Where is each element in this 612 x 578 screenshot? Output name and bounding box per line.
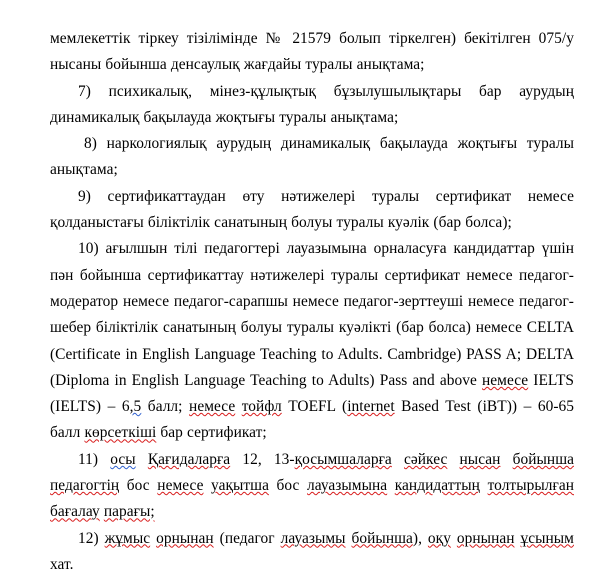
spellcheck-misspelling-run[interactable]: тойфл <box>241 398 282 416</box>
spellcheck-misspelling-run[interactable]: немесе <box>157 477 204 495</box>
spellcheck-misspelling-run[interactable]: internet <box>347 398 395 416</box>
text-run: балл; <box>141 398 190 416</box>
spellcheck-misspelling-run[interactable]: ұсыным <box>520 529 574 547</box>
spellcheck-misspelling-run[interactable]: орнынан <box>456 529 515 547</box>
paragraph-para-9 <box>50 184 574 237</box>
text-run: 7) психикалық, мінез-құлықтық бұзылушылықтары бар аурудың динамикалық бақылауда жоқтығы туралы анықтама; <box>50 82 574 126</box>
text-run: (педагог <box>213 529 281 547</box>
spellcheck-misspelling-run[interactable]: орнынан <box>156 529 214 547</box>
spellcheck-misspelling-run[interactable]: көрсеткіші <box>84 424 157 442</box>
spellcheck-misspelling-run[interactable]: уақытша <box>211 477 269 495</box>
text-run: Based Test (iBT)) – 60-65 балл <box>50 398 574 442</box>
spellcheck-misspelling-run[interactable]: сәйкес <box>404 450 448 468</box>
spellcheck-misspelling-run[interactable]: бағалау <box>50 503 100 521</box>
text-run <box>387 477 395 494</box>
text-run: 12, 13- <box>230 450 295 468</box>
text-run <box>136 451 148 468</box>
spellcheck-misspelling-run[interactable]: парағы; <box>103 503 155 521</box>
spellcheck-grammar-run[interactable]: ,5 <box>129 398 142 416</box>
text-run: IELTS (IELTS) – 6 <box>50 371 575 416</box>
text-run: бар сертификат; <box>156 424 267 442</box>
spellcheck-misspelling-run[interactable]: немесе <box>482 371 529 389</box>
spellcheck-misspelling-run[interactable]: лауазымы <box>280 529 346 547</box>
paragraph-para-8 <box>50 131 574 184</box>
spellcheck-misspelling-run[interactable]: педагогтің <box>50 477 120 495</box>
text-run: бос <box>119 477 158 495</box>
text-run <box>447 451 459 468</box>
spellcheck-misspelling-run[interactable]: бойынша <box>512 450 574 468</box>
paragraph-para-continuation <box>50 26 574 79</box>
text-run: 10) ағылшын тілі педагогтері лауазымына орналасуға кандидаттар үшін пән бойынша сертификаттау нәтижелері туралы сертификат немесе педагог-модератор немесе педагог-сарапшы немесе педагог-зерттеуші немесе педагог-шебер біліктілік санатының болуы туралы куәлікті (бар болса) немесе CELTA (Certificate in English Language Teaching to Adults. Cambridge) PASS A; DELTA (Diploma in English Language Teaching to Adults) Pass and above <box>50 240 574 389</box>
spellcheck-misspelling-run[interactable]: бойынша <box>351 529 413 547</box>
spellcheck-misspelling-run[interactable]: Қағидаларға <box>147 450 231 468</box>
text-run <box>392 451 404 468</box>
text-run: 11) <box>78 450 111 468</box>
paragraph-para-7 <box>50 79 574 132</box>
text-run: бос <box>268 477 308 495</box>
text-run: мемлекеттік тіркеу тізілімінде № 21579 болып тіркелген) бекітілген 075/у нысаны бойынша денсаулық жағдайы туралы анықтама; <box>50 30 574 74</box>
spellcheck-misspelling-run[interactable]: лауазымына <box>307 477 388 495</box>
text-run: 9) сертификаттаудан өту нәтижелері туралы сертификат немесе қолданыстағы біліктілік санатының болуы туралы куәлік (бар болса); <box>50 187 574 232</box>
spellcheck-misspelling-run[interactable]: кандидаттың <box>394 477 480 495</box>
spellcheck-misspelling-run[interactable]: нысан <box>459 450 501 468</box>
text-run: хат. <box>50 555 74 573</box>
text-run: ), <box>412 529 428 547</box>
spellcheck-misspelling-run[interactable]: немесе <box>189 398 236 416</box>
spellcheck-misspelling-run[interactable]: толтырылған <box>487 477 574 495</box>
paragraph-para-11 <box>50 447 574 526</box>
text-run: 12) <box>78 529 105 547</box>
text-run <box>500 451 512 468</box>
spellcheck-misspelling-run[interactable]: оқу <box>427 529 451 547</box>
spellcheck-misspelling-run[interactable]: қосымшаларға <box>294 450 392 468</box>
document-text-body[interactable] <box>50 26 574 578</box>
text-run <box>480 477 488 494</box>
text-run: 8) наркологиялық аурудың динамикалық бақылауда жоқтығы туралы анықтама; <box>50 135 574 179</box>
text-run: TOEFL ( <box>281 398 348 416</box>
spellcheck-misspelling-run[interactable]: жұмыс <box>104 529 151 547</box>
spellcheck-grammar-run[interactable]: осы <box>110 450 136 468</box>
text-run <box>203 477 211 494</box>
paragraph-para-10 <box>50 236 574 446</box>
